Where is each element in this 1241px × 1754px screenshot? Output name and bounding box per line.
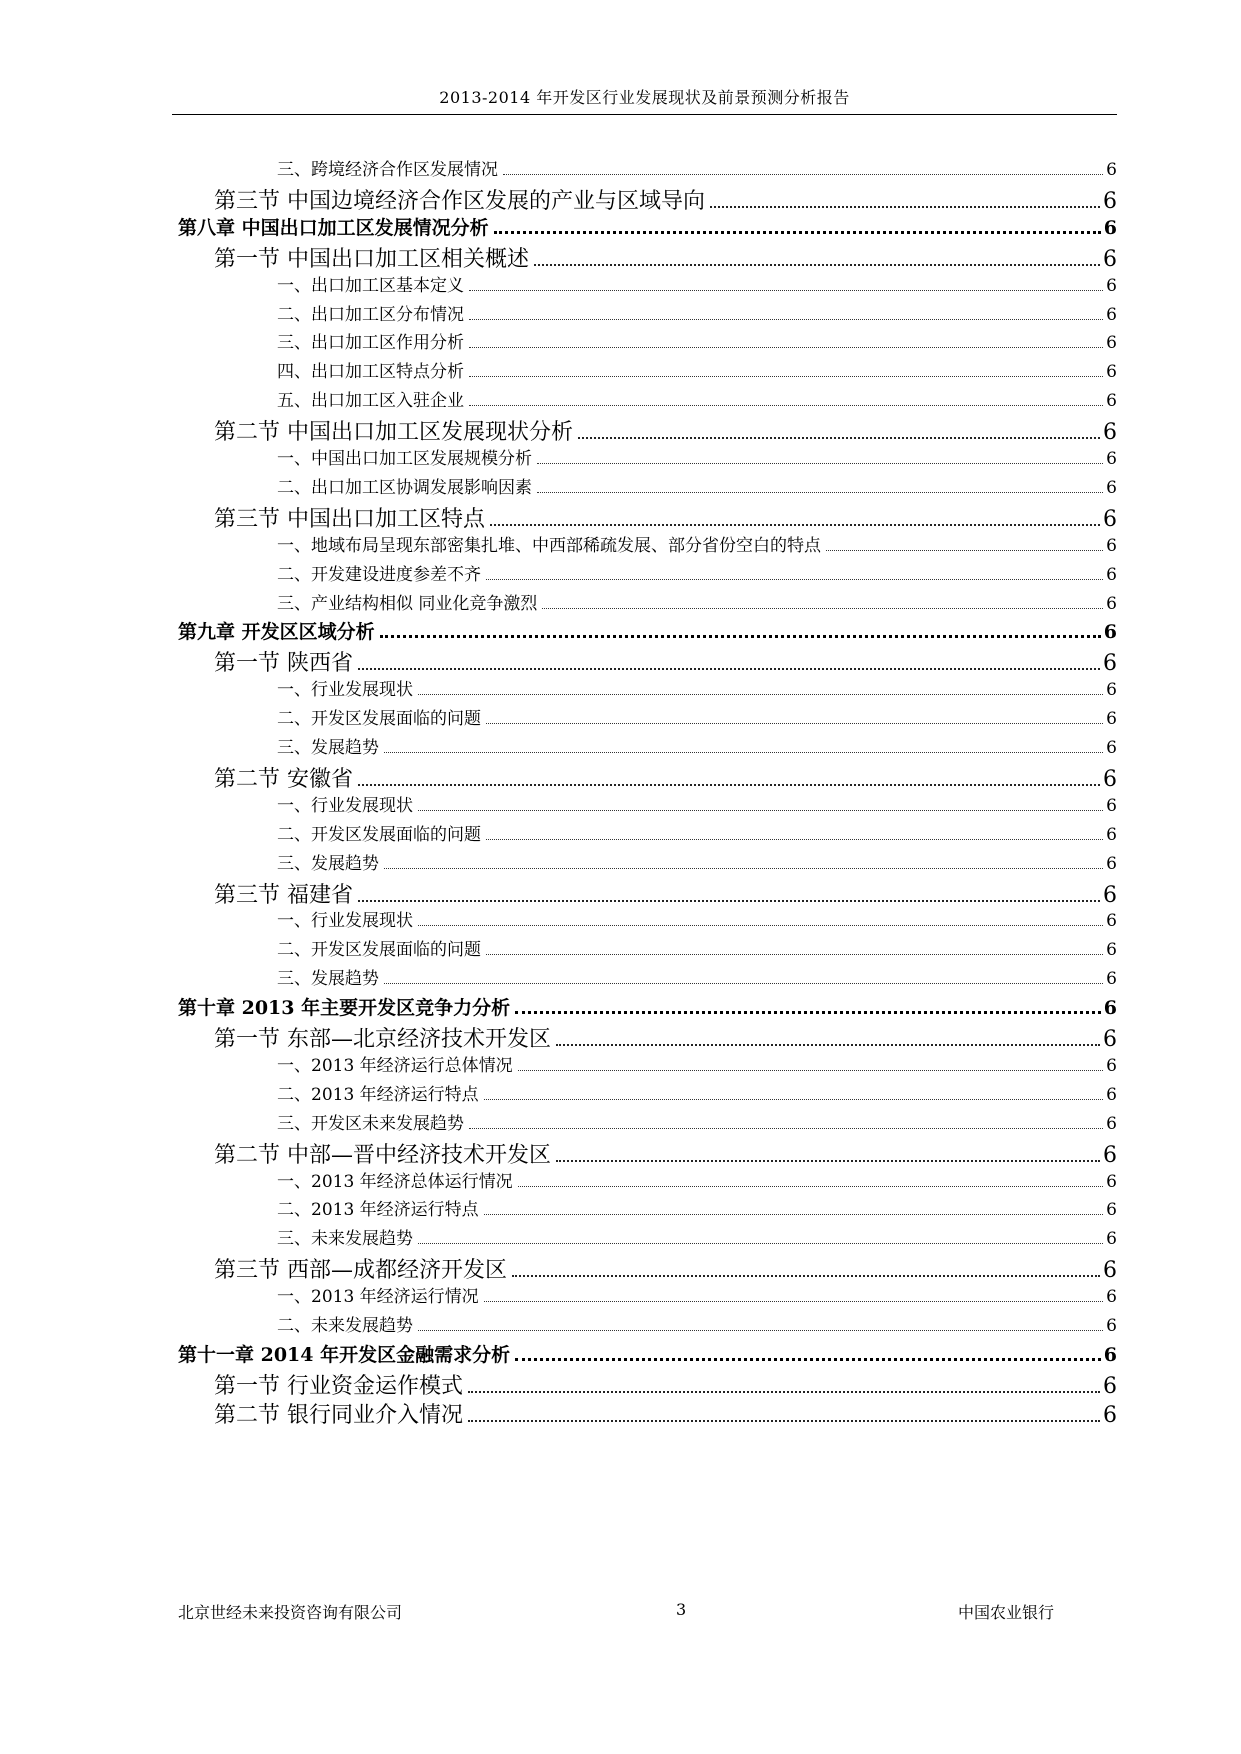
toc-entry[interactable] bbox=[277, 473, 1117, 498]
toc-entry-title: 第二节 银行同业介入情况 bbox=[214, 1402, 463, 1428]
toc-dot-leader bbox=[469, 376, 1103, 377]
toc-entry[interactable] bbox=[277, 1311, 1117, 1336]
toc-entry[interactable] bbox=[277, 589, 1117, 614]
toc-dot-leader bbox=[556, 1044, 1100, 1046]
toc-entry-page: 6 bbox=[1103, 246, 1117, 272]
toc-entry-title: 第三节 福建省 bbox=[214, 882, 353, 908]
toc-entry[interactable] bbox=[277, 906, 1117, 931]
toc-entry-page: 6 bbox=[1103, 420, 1117, 446]
toc-dot-leader bbox=[578, 437, 1100, 439]
toc-dot-leader bbox=[542, 608, 1103, 609]
toc-entry[interactable] bbox=[214, 1398, 1117, 1429]
toc-entry-page: 6 bbox=[1103, 621, 1117, 644]
toc-entry-page: 6 bbox=[1106, 940, 1117, 961]
toc-entry-title: 第三节 中国边境经济合作区发展的产业与区域导向 bbox=[214, 188, 705, 214]
footer-company: 北京世经未来投资咨询有限公司 bbox=[178, 1603, 403, 1622]
toc-entry-page: 6 bbox=[1106, 535, 1117, 556]
toc-entry[interactable] bbox=[178, 1340, 1117, 1367]
toc-dot-leader bbox=[484, 1099, 1104, 1100]
toc-entry[interactable] bbox=[277, 1051, 1117, 1076]
toc-entry-page: 6 bbox=[1106, 911, 1117, 932]
header-divider bbox=[172, 114, 1117, 115]
toc-entry-title: 四、出口加工区特点分析 bbox=[277, 362, 464, 383]
toc-dot-leader bbox=[503, 174, 1103, 175]
page-header-title: 2013-2014 年开发区行业发展现状及前景预测分析报告 bbox=[439, 88, 850, 107]
toc-dot-leader bbox=[469, 1128, 1103, 1129]
toc-entry-page: 6 bbox=[1103, 1402, 1117, 1428]
toc-entry-title: 第一节 行业资金运作模式 bbox=[214, 1373, 463, 1399]
toc-entry-title: 一、2013 年经济运行情况 bbox=[277, 1287, 479, 1308]
toc-entry-title: 一、中国出口加工区发展规模分析 bbox=[277, 449, 532, 469]
toc-entry-page: 6 bbox=[1106, 1287, 1117, 1308]
toc-entry-title: 三、开发区未来发展趋势 bbox=[277, 1113, 464, 1134]
toc-entry-title: 第八章 中国出口加工区发展情况分析 bbox=[178, 216, 489, 239]
toc-entry-page: 6 bbox=[1106, 304, 1117, 325]
toc-entry-title: 二、未来发展趋势 bbox=[277, 1316, 413, 1336]
toc-dot-leader bbox=[358, 900, 1100, 902]
toc-entry[interactable] bbox=[277, 704, 1117, 729]
toc-dot-leader bbox=[468, 1391, 1100, 1393]
toc-entry-title: 五、出口加工区入驻企业 bbox=[277, 391, 464, 412]
toc-entry-page: 6 bbox=[1103, 188, 1117, 214]
toc-entry-title: 三、发展趋势 bbox=[277, 738, 379, 758]
toc-entry-title: 三、未来发展趋势 bbox=[277, 1229, 413, 1250]
toc-entry-title: 二、开发区发展面临的问题 bbox=[277, 940, 481, 961]
toc-entry-page: 6 bbox=[1106, 1171, 1117, 1192]
toc-entry-title: 一、2013 年经济总体运行情况 bbox=[277, 1171, 513, 1192]
toc-entry[interactable] bbox=[277, 155, 1117, 180]
toc-dot-leader bbox=[484, 1301, 1104, 1302]
toc-entry[interactable] bbox=[277, 964, 1117, 989]
toc-entry-page: 6 bbox=[1103, 1027, 1117, 1052]
toc-entry-page: 6 bbox=[1106, 477, 1117, 498]
toc-entry-page: 6 bbox=[1106, 1200, 1117, 1221]
toc-entry-title: 第一节 东部—北京经济技术开发区 bbox=[214, 1027, 551, 1052]
toc-entry[interactable] bbox=[277, 300, 1117, 325]
toc-entry-page: 6 bbox=[1106, 1084, 1117, 1105]
toc-entry[interactable] bbox=[277, 357, 1117, 382]
toc-entry-page: 6 bbox=[1106, 709, 1117, 730]
toc-entry-page: 6 bbox=[1103, 651, 1117, 677]
toc-entry[interactable] bbox=[214, 1369, 1117, 1400]
toc-entry-title: 第一节 中国出口加工区相关概述 bbox=[214, 246, 529, 272]
toc-entry-page: 6 bbox=[1106, 680, 1117, 701]
toc-entry-title: 二、开发区发展面临的问题 bbox=[277, 824, 481, 845]
toc-entry[interactable] bbox=[277, 1109, 1117, 1134]
toc-entry[interactable] bbox=[214, 502, 1117, 533]
toc-dot-leader bbox=[380, 635, 1101, 638]
toc-entry-page: 6 bbox=[1106, 969, 1117, 990]
toc-entry[interactable] bbox=[277, 386, 1117, 411]
toc-entry[interactable] bbox=[277, 820, 1117, 845]
toc-entry-title: 第二节 安徽省 bbox=[214, 766, 353, 792]
toc-entry[interactable] bbox=[277, 531, 1117, 556]
toc-entry-page: 6 bbox=[1106, 160, 1117, 180]
toc-entry[interactable] bbox=[214, 415, 1117, 446]
toc-entry-page: 6 bbox=[1106, 1113, 1117, 1134]
toc-entry-title: 一、行业发展现状 bbox=[277, 795, 413, 816]
toc-entry[interactable] bbox=[214, 1253, 1117, 1284]
toc-entry-page: 6 bbox=[1106, 391, 1117, 412]
toc-entry-title: 二、出口加工区分布情况 bbox=[277, 304, 464, 325]
toc-entry-title: 三、发展趋势 bbox=[277, 969, 379, 990]
toc-entry[interactable] bbox=[277, 849, 1117, 874]
toc-entry[interactable] bbox=[178, 993, 1117, 1020]
toc-entry-title: 第三节 中国出口加工区特点 bbox=[214, 506, 485, 532]
toc-dot-leader bbox=[515, 1358, 1101, 1361]
toc-entry[interactable] bbox=[277, 733, 1117, 758]
toc-entry-title: 二、2013 年经济运行特点 bbox=[277, 1200, 479, 1221]
toc-entry-title: 一、行业发展现状 bbox=[277, 911, 413, 932]
toc-entry-page: 6 bbox=[1103, 997, 1117, 1020]
toc-entry-page: 6 bbox=[1106, 333, 1117, 354]
toc-dot-leader bbox=[418, 1330, 1103, 1331]
toc-dot-leader bbox=[469, 405, 1103, 406]
toc-entry-title: 第一节 陕西省 bbox=[214, 651, 353, 677]
toc-dot-leader bbox=[710, 206, 1100, 208]
toc-entry-page: 6 bbox=[1106, 1055, 1117, 1076]
toc-entry-page: 6 bbox=[1106, 1316, 1117, 1336]
toc-entry[interactable] bbox=[214, 1138, 1117, 1169]
toc-entry-page: 6 bbox=[1103, 216, 1117, 239]
toc-dot-leader bbox=[384, 752, 1103, 753]
toc-entry[interactable] bbox=[277, 1224, 1117, 1249]
toc-dot-leader bbox=[486, 954, 1103, 955]
toc-dot-leader bbox=[512, 1275, 1100, 1277]
toc-dot-leader bbox=[484, 1214, 1104, 1215]
toc-entry-page: 6 bbox=[1106, 795, 1117, 816]
toc-dot-leader bbox=[518, 1070, 1104, 1071]
toc-entry-page: 6 bbox=[1106, 853, 1117, 874]
toc-entry-page: 6 bbox=[1103, 882, 1117, 908]
toc-dot-leader bbox=[358, 668, 1100, 670]
toc-entry[interactable] bbox=[277, 271, 1117, 296]
toc-entry-title: 第三节 西部—成都经济开发区 bbox=[214, 1258, 507, 1284]
toc-entry[interactable] bbox=[277, 444, 1117, 469]
toc-entry-title: 三、发展趋势 bbox=[277, 853, 379, 874]
toc-entry-title: 第二节 中国出口加工区发展现状分析 bbox=[214, 420, 573, 446]
toc-entry[interactable] bbox=[277, 328, 1117, 353]
toc-entry-page: 6 bbox=[1103, 766, 1117, 792]
toc-entry-page: 6 bbox=[1103, 1142, 1117, 1168]
toc-entry[interactable] bbox=[214, 184, 1117, 215]
toc-entry-page: 6 bbox=[1103, 1258, 1117, 1284]
toc-dot-leader bbox=[556, 1160, 1100, 1162]
toc-entry-title: 二、出口加工区协调发展影响因素 bbox=[277, 477, 532, 498]
toc-entry-page: 6 bbox=[1106, 738, 1117, 758]
toc-dot-leader bbox=[486, 839, 1103, 840]
toc-entry-page: 6 bbox=[1103, 1343, 1117, 1366]
toc-entry-title: 一、地域布局呈现东部密集扎堆、中西部稀疏发展、部分省份空白的特点 bbox=[277, 535, 821, 556]
toc-dot-leader bbox=[515, 1011, 1101, 1014]
toc-entry[interactable] bbox=[277, 1080, 1117, 1105]
toc-entry[interactable] bbox=[277, 560, 1117, 585]
toc-entry-title: 第十一章 2014 年开发区金融需求分析 bbox=[178, 1343, 511, 1366]
toc-entry-title: 三、产业结构相似 同业化竞争激烈 bbox=[277, 593, 538, 614]
toc-dot-leader bbox=[537, 463, 1103, 464]
toc-entry-title: 第二节 中部—晋中经济技术开发区 bbox=[214, 1142, 551, 1168]
toc-entry-page: 6 bbox=[1106, 1229, 1117, 1250]
toc-entry[interactable] bbox=[178, 213, 1117, 240]
toc-dot-leader bbox=[358, 784, 1100, 786]
toc-entry-title: 第九章 开发区区域分析 bbox=[178, 621, 375, 644]
toc-entry-page: 6 bbox=[1106, 362, 1117, 383]
toc-dot-leader bbox=[494, 231, 1101, 234]
toc-entry[interactable] bbox=[277, 791, 1117, 816]
toc-entry-title: 一、出口加工区基本定义 bbox=[277, 275, 464, 296]
toc-dot-leader bbox=[418, 925, 1103, 926]
toc-dot-leader bbox=[490, 524, 1100, 526]
footer-page-number: 3 bbox=[676, 1600, 687, 1619]
toc-entry[interactable] bbox=[178, 617, 1117, 644]
toc-entry[interactable] bbox=[277, 675, 1117, 700]
toc-entry-title: 一、2013 年经济运行总体情况 bbox=[277, 1055, 513, 1076]
toc-entry-page: 6 bbox=[1103, 1373, 1117, 1399]
footer-bank: 中国农业银行 bbox=[958, 1603, 1055, 1622]
toc-entry-title: 二、开发区发展面临的问题 bbox=[277, 709, 481, 730]
toc-dot-leader bbox=[469, 319, 1103, 320]
toc-entry-title: 三、出口加工区作用分析 bbox=[277, 333, 464, 354]
toc-dot-leader bbox=[468, 1420, 1100, 1422]
toc-dot-leader bbox=[486, 579, 1103, 580]
toc-dot-leader bbox=[826, 550, 1103, 551]
toc-entry[interactable] bbox=[277, 1195, 1117, 1220]
toc-entry[interactable] bbox=[277, 1282, 1117, 1307]
toc-dot-leader bbox=[384, 868, 1103, 869]
toc-entry-page: 6 bbox=[1106, 593, 1117, 614]
toc-dot-leader bbox=[384, 983, 1103, 984]
toc-entry[interactable] bbox=[214, 646, 1117, 677]
toc-dot-leader bbox=[418, 810, 1103, 811]
toc-entry-title: 第十章 2013 年主要开发区竞争力分析 bbox=[178, 997, 511, 1020]
toc-entry[interactable] bbox=[277, 1167, 1117, 1192]
toc-entry-page: 6 bbox=[1103, 506, 1117, 532]
toc-entry-page: 6 bbox=[1106, 564, 1117, 585]
toc-entry-page: 6 bbox=[1106, 275, 1117, 296]
toc-entry-title: 二、开发建设进度参差不齐 bbox=[277, 564, 481, 585]
toc-entry[interactable] bbox=[277, 935, 1117, 960]
toc-entry-title: 三、跨境经济合作区发展情况 bbox=[277, 160, 498, 180]
toc-entry[interactable] bbox=[214, 762, 1117, 793]
toc-entry[interactable] bbox=[214, 878, 1117, 909]
toc-dot-leader bbox=[518, 1186, 1104, 1187]
toc-dot-leader bbox=[469, 290, 1103, 291]
toc-dot-leader bbox=[469, 347, 1103, 348]
toc-entry-title: 二、2013 年经济运行特点 bbox=[277, 1084, 479, 1105]
toc-dot-leader bbox=[486, 723, 1103, 724]
toc-dot-leader bbox=[534, 264, 1100, 266]
toc-entry[interactable] bbox=[214, 242, 1117, 273]
toc-dot-leader bbox=[418, 1243, 1103, 1244]
toc-entry[interactable] bbox=[214, 1022, 1117, 1053]
toc-entry-page: 6 bbox=[1106, 824, 1117, 845]
toc-dot-leader bbox=[418, 694, 1103, 695]
toc-entry-page: 6 bbox=[1106, 449, 1117, 469]
toc-entry-title: 一、行业发展现状 bbox=[277, 680, 413, 701]
toc-dot-leader bbox=[537, 492, 1103, 493]
